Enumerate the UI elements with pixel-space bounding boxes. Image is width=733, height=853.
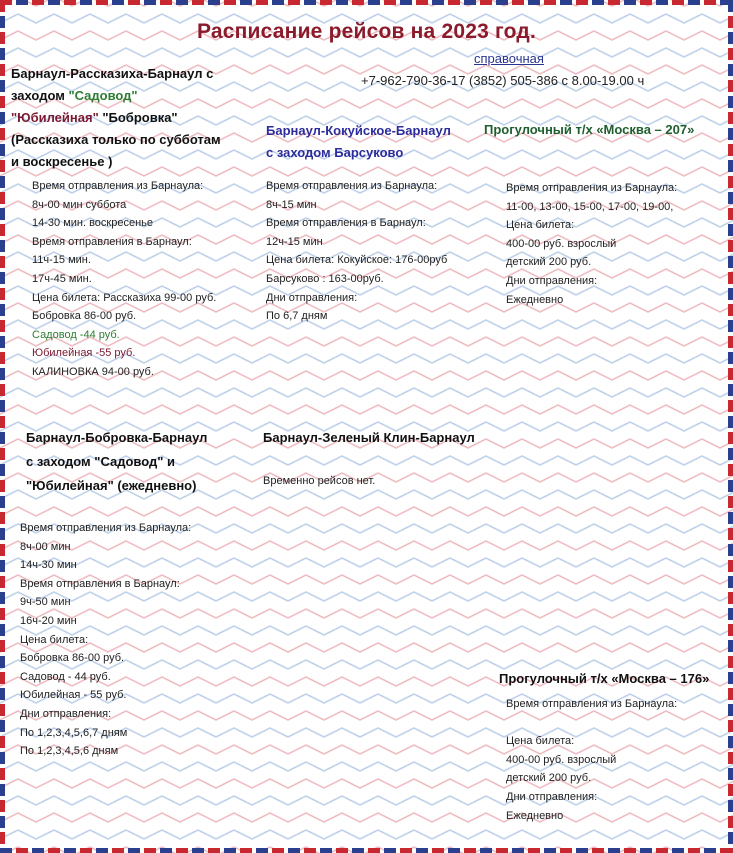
border-stripe: [728, 80, 733, 92]
border-stripe: [728, 480, 733, 492]
route3-detail: Дни отправления:: [506, 274, 598, 287]
border-stripe: [728, 704, 733, 716]
border-stripe: [0, 768, 5, 780]
border-stripe: [144, 848, 156, 853]
border-stripe: [0, 0, 5, 12]
border-stripe: [0, 160, 5, 172]
border-stripe: [512, 848, 524, 853]
border-stripe: [0, 752, 5, 764]
route1-title-line3: [11, 107, 256, 129]
route6-detail: Дни отправления:: [506, 790, 598, 803]
route4-detail: 8ч-00 мин: [20, 540, 71, 553]
route2-detail: 12ч-15 мин: [266, 235, 323, 248]
route3-details: [506, 179, 706, 309]
route4-detail: Юбилейная - 55 руб.: [20, 689, 127, 702]
border-stripe: [0, 816, 5, 828]
border-stripe: [160, 0, 172, 5]
route6-detail: детский 200 руб.: [506, 772, 592, 785]
border-stripe: [592, 0, 604, 5]
route2-detail: Барсуково : 163-00руб.: [266, 272, 384, 285]
border-stripe: [728, 208, 733, 220]
border-stripe: [528, 0, 540, 5]
border-stripe: [0, 224, 5, 236]
border-stripe: [0, 48, 5, 60]
border-stripe: [288, 848, 300, 853]
border-stripe: [432, 848, 444, 853]
route4-detail: По 1,2,3,4,5,6,7 дням: [20, 726, 128, 739]
border-stripe: [480, 0, 492, 5]
border-stripe: [160, 848, 172, 853]
border-stripe: [728, 352, 733, 364]
border-stripe: [0, 416, 5, 428]
border-stripe: [576, 0, 588, 5]
border-stripe: [704, 848, 716, 853]
route1-heading: [11, 63, 256, 173]
border-stripe: [80, 848, 92, 853]
border-stripe: [416, 848, 428, 853]
border-stripe: [0, 672, 5, 684]
border-stripe: [728, 176, 733, 188]
border-stripe: [0, 576, 5, 588]
border-stripe: [32, 848, 44, 853]
border-stripe: [544, 848, 556, 853]
border-stripe: [728, 368, 733, 380]
border-stripe: [96, 0, 108, 5]
border-stripe: [728, 416, 733, 428]
border-stripe: [728, 384, 733, 396]
border-stripe: [496, 848, 508, 853]
border-stripe: [728, 304, 733, 316]
route1-title-line2: [11, 85, 256, 107]
border-stripe: [0, 496, 5, 508]
route3-detail: Цена билета:: [506, 219, 575, 232]
border-stripe: [728, 848, 733, 853]
border-stripe: [0, 544, 5, 556]
route2-details: [266, 177, 481, 326]
border-stripe: [0, 336, 5, 348]
border-stripe: [0, 784, 5, 796]
route3-detail: Время отправления из Барнаула:: [506, 182, 678, 194]
border-stripe: [592, 848, 604, 853]
border-stripe: [728, 240, 733, 252]
border-stripe: [0, 640, 5, 652]
reference-link[interactable]: справочная: [474, 51, 544, 66]
border-stripe: [192, 0, 204, 5]
border-stripe: [656, 0, 668, 5]
route1-title-prefix: заходом: [11, 88, 69, 103]
border-stripe: [624, 0, 636, 5]
border-stripe: [728, 496, 733, 508]
border-stripe: [728, 96, 733, 108]
route2-detail: 8ч-15 мин: [266, 198, 317, 211]
route6-detail: Время отправления из Барнаула:: [506, 698, 678, 710]
border-stripe: [728, 624, 733, 636]
route4-detail: 16ч-20 мин: [20, 614, 77, 627]
border-stripe: [0, 368, 5, 380]
border-stripe: [400, 848, 412, 853]
border-stripe: [728, 48, 733, 60]
border-stripe: [112, 0, 124, 5]
border-stripe: [656, 848, 668, 853]
border-stripe: [728, 288, 733, 300]
route6-heading: Прогулочный т/х «Москва – 176»: [499, 671, 710, 686]
border-stripe: [144, 0, 156, 5]
border-stripe: [0, 528, 5, 540]
border-stripe: [96, 848, 108, 853]
border-stripe: [240, 0, 252, 5]
border-stripe: [0, 112, 5, 124]
route2-title-line1: Барнаул-Кокуйское-Барнаул: [266, 123, 451, 138]
route1-title-line1: Барнаул-Рассказиха-Барнаул с: [11, 66, 214, 81]
border-stripe: [240, 848, 252, 853]
border-stripe: [0, 272, 5, 284]
border-stripe: [728, 512, 733, 524]
border-stripe: [728, 160, 733, 172]
route6-detail: 400-00 руб. взрослый: [506, 753, 617, 766]
border-stripe: [576, 848, 588, 853]
route2-heading: [266, 120, 476, 164]
border-stripe: [32, 0, 44, 5]
border-stripe: [728, 272, 733, 284]
route4-title-line1: Барнаул-Бобровка-Барнаул: [26, 430, 208, 445]
route6-detail: [506, 714, 706, 733]
border-stripe: [0, 144, 5, 156]
border-stripe: [0, 192, 5, 204]
border-stripe: [448, 848, 460, 853]
route4-title-line3: "Юбилейная" (ежедневно): [26, 478, 197, 493]
border-stripe: [728, 768, 733, 780]
border-stripe: [384, 848, 396, 853]
border-stripe: [528, 848, 540, 853]
route1-detail: КАЛИНОВКА 94-00 руб.: [32, 365, 154, 378]
border-stripe: [448, 0, 460, 5]
route3-detail: 11-00, 13-00, 15-00, 17-00, 19-00,: [506, 200, 674, 213]
border-stripe: [688, 0, 700, 5]
border-stripe: [0, 320, 5, 332]
page-title: Расписание рейсов на 2023 год.: [196, 20, 536, 43]
border-stripe: [0, 656, 5, 668]
route1-detail: 17ч-45 мин.: [32, 272, 92, 285]
border-stripe: [728, 544, 733, 556]
border-stripe: [496, 0, 508, 5]
chevron-line: [0, 405, 733, 414]
border-stripe: [0, 352, 5, 364]
border-stripe: [176, 848, 188, 853]
border-stripe: [0, 288, 5, 300]
route2-detail: Время отправления в Барнаул:: [266, 217, 426, 230]
border-stripe: [704, 0, 716, 5]
route3-detail: 400-00 руб. взрослый: [506, 237, 617, 250]
chevron-line: [0, 847, 733, 853]
route2-title-line2: с заходом Барсуково: [266, 145, 404, 160]
border-stripe: [64, 0, 76, 5]
border-stripe: [728, 800, 733, 812]
border-stripe: [0, 608, 5, 620]
route1-detail: Время отправления в Барнаул:: [32, 235, 192, 248]
border-stripe: [728, 336, 733, 348]
border-stripe: [728, 256, 733, 268]
border-stripe: [16, 848, 28, 853]
border-stripe: [728, 592, 733, 604]
route6-details: [506, 695, 706, 825]
chevron-line: [0, 388, 733, 397]
border-stripe: [728, 144, 733, 156]
route4-details: [20, 519, 250, 761]
route1-detail: Садовод -44 руб.: [32, 328, 120, 341]
border-stripe: [464, 848, 476, 853]
border-stripe: [0, 720, 5, 732]
border-stripe: [728, 432, 733, 444]
border-stripe: [336, 0, 348, 5]
border-stripe: [728, 576, 733, 588]
border-stripe: [0, 240, 5, 252]
border-stripe: [608, 848, 620, 853]
border-stripe: [224, 0, 236, 5]
border-stripe: [0, 480, 5, 492]
border-stripe: [672, 848, 684, 853]
border-stripe: [0, 432, 5, 444]
border-stripe: [728, 656, 733, 668]
chevron-line: [0, 48, 733, 57]
border-stripe: [0, 592, 5, 604]
border-stripe: [0, 688, 5, 700]
route1-stop-sadovod: "Садовод": [68, 88, 138, 103]
route1-title-line4: (Рассказиха только по субботам: [11, 132, 221, 147]
route6-detail: Цена билета:: [506, 735, 575, 748]
border-stripe: [384, 0, 396, 5]
border-stripe: [608, 0, 620, 5]
route5-heading: Барнаул-Зеленый Клин-Барнаул: [263, 430, 475, 445]
border-stripe: [272, 848, 284, 853]
border-stripe: [728, 816, 733, 828]
border-stripe: [272, 0, 284, 5]
route4-title-line2: с заходом "Садовод" и: [26, 454, 176, 469]
border-stripe: [208, 0, 220, 5]
border-stripe: [0, 176, 5, 188]
border-stripe: [728, 400, 733, 412]
route1-detail: 8ч-00 мин суббота: [32, 198, 127, 211]
border-stripe: [0, 80, 5, 92]
border-stripe: [368, 0, 380, 5]
border-stripe: [728, 528, 733, 540]
border-stripe: [352, 848, 364, 853]
route1-title-line5: и воскресенье ): [11, 154, 113, 169]
route4-detail: Время отправления из Барнаула:: [20, 522, 192, 534]
border-stripe: [64, 848, 76, 853]
border-stripe: [192, 848, 204, 853]
border-stripe: [0, 304, 5, 316]
border-stripe: [336, 848, 348, 853]
border-stripe: [48, 848, 60, 853]
route2-detail: Цена билета: Кокуйское: 176-00руб: [266, 254, 448, 267]
border-stripe: [728, 752, 733, 764]
border-stripe: [728, 736, 733, 748]
border-stripe: [400, 0, 412, 5]
border-stripe: [544, 0, 556, 5]
route4-detail: 9ч-50 мин: [20, 596, 71, 609]
chevron-line: [0, 0, 733, 6]
border-stripe: [304, 0, 316, 5]
border-stripe: [728, 128, 733, 140]
route4-detail: По 1,2,3,4,5,6 дням: [20, 745, 119, 758]
border-stripe: [320, 848, 332, 853]
border-stripe: [0, 96, 5, 108]
border-stripe: [0, 736, 5, 748]
border-stripe: [560, 0, 572, 5]
route4-detail: Садовод - 44 руб.: [20, 670, 111, 683]
route4-detail: Цена билета:: [20, 633, 89, 646]
border-stripe: [176, 0, 188, 5]
route4-detail: Дни отправления:: [20, 707, 112, 720]
border-stripe: [728, 448, 733, 460]
border-stripe: [728, 784, 733, 796]
route1-details: [32, 177, 262, 382]
route4-detail: 14ч-30 мин: [20, 559, 77, 572]
route1-stop-yubileynaya: "Юбилейная": [11, 110, 99, 125]
border-stripe: [256, 0, 268, 5]
border-stripe: [728, 0, 733, 12]
border-stripe: [0, 64, 5, 76]
border-stripe: [728, 640, 733, 652]
route2-detail: Время отправления из Барнаула:: [266, 180, 438, 192]
border-stripe: [728, 720, 733, 732]
route6-detail: Ежедневно: [506, 809, 564, 822]
reference-phones: +7-962-790-36-17 (3852) 505-386 с 8.00-19.00 ч: [361, 73, 645, 88]
border-stripe: [112, 848, 124, 853]
border-stripe: [480, 848, 492, 853]
border-stripe: [728, 464, 733, 476]
border-stripe: [16, 0, 28, 5]
route1-detail: Цена билета: Рассказиха 99-00 руб.: [32, 291, 217, 304]
border-stripe: [0, 128, 5, 140]
route1-detail: Юбилейная -55 руб.: [32, 347, 136, 360]
border-stripe: [640, 0, 652, 5]
border-stripe: [0, 800, 5, 812]
border-stripe: [0, 400, 5, 412]
border-stripe: [640, 848, 652, 853]
border-stripe: [0, 560, 5, 572]
border-stripe: [128, 848, 140, 853]
route1-detail: Бобровка 86-00 руб.: [32, 310, 137, 323]
route1-stop-bobrovka: "Бобровка": [98, 110, 178, 125]
border-stripe: [0, 704, 5, 716]
border-stripe: [0, 848, 5, 853]
border-stripe: [0, 208, 5, 220]
border-stripe: [672, 0, 684, 5]
border-stripe: [728, 560, 733, 572]
border-stripe: [624, 848, 636, 853]
border-stripe: [728, 608, 733, 620]
chevron-line: [0, 507, 733, 516]
border-stripe: [0, 512, 5, 524]
border-stripe: [224, 848, 236, 853]
route2-detail: Дни отправления:: [266, 291, 358, 304]
border-stripe: [48, 0, 60, 5]
border-stripe: [208, 848, 220, 853]
border-stripe: [728, 832, 733, 844]
route5-note: Временно рейсов нет.: [263, 475, 376, 487]
border-stripe: [0, 384, 5, 396]
border-stripe: [288, 0, 300, 5]
border-stripe: [512, 0, 524, 5]
border-stripe: [728, 64, 733, 76]
border-stripe: [728, 320, 733, 332]
border-stripe: [432, 0, 444, 5]
border-stripe: [0, 256, 5, 268]
border-stripe: [416, 0, 428, 5]
route1-detail: 11ч-15 мин.: [32, 254, 91, 267]
route3-heading: Прогулочный т/х «Москва – 207»: [484, 122, 695, 137]
border-stripe: [728, 112, 733, 124]
chevron-line: [0, 830, 733, 839]
border-stripe: [560, 848, 572, 853]
border-stripe: [80, 0, 92, 5]
border-stripe: [728, 192, 733, 204]
route1-detail: 14-30 мин. воскресенье: [32, 217, 154, 230]
border-stripe: [320, 0, 332, 5]
route4-heading: [26, 426, 246, 498]
border-stripe: [464, 0, 476, 5]
border-stripe: [688, 848, 700, 853]
border-stripe: [304, 848, 316, 853]
border-stripe: [0, 464, 5, 476]
border-stripe: [0, 624, 5, 636]
border-stripe: [728, 224, 733, 236]
border-stripe: [352, 0, 364, 5]
border-stripe: [0, 448, 5, 460]
route3-detail: детский 200 руб.: [506, 256, 592, 269]
route1-detail: Время отправления из Барнаула:: [32, 180, 204, 192]
border-stripe: [128, 0, 140, 5]
route2-detail: По 6,7 дням: [266, 310, 328, 323]
border-stripe: [368, 848, 380, 853]
border-stripe: [256, 848, 268, 853]
border-stripe: [0, 832, 5, 844]
route4-detail: Время отправления в Барнаул:: [20, 577, 180, 590]
route3-detail: Ежедневно: [506, 293, 564, 306]
route4-detail: Бобровка 86-00 руб.: [20, 652, 125, 665]
